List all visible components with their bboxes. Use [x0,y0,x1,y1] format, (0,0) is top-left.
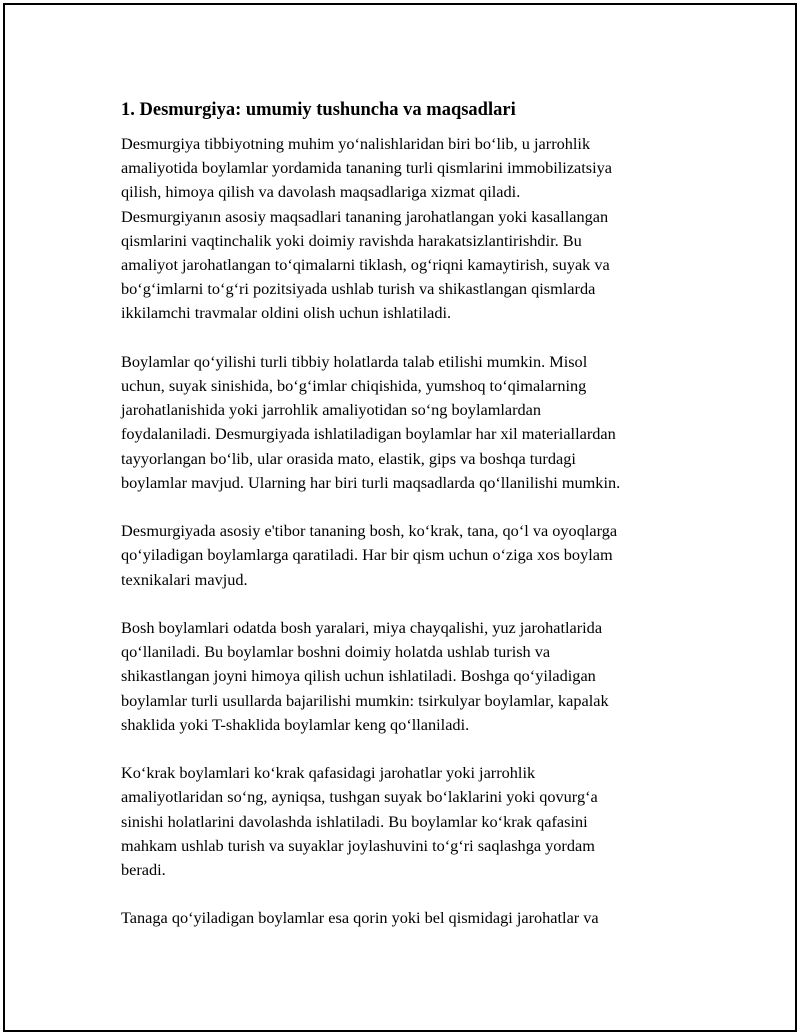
text-line: Bosh boylamlari odatda bosh yaralari, miya chayqalishi, yuz jarohatlarida [121,618,603,638]
text-line: Desmurgiya tibbiyotning muhim yo‘nalishlaridan biri bo‘lib, u jarrohlik [121,134,591,153]
text-line: qo‘llaniladi. Bu boylamlar boshni doimiy holatda ushlab turish va [121,642,551,662]
text-line: beradi. [121,860,166,880]
text-line: boylamlar turli usullarda bajarilishi mumkin: tsirkulyar boylamlar, kapalak [121,690,609,710]
paragraph-1 [121,132,691,326]
page-frame [3,3,797,1032]
text-line: tayyorlangan bo‘lib, ular orasida mato, elastik, gips va boshqa turdagi [121,448,576,468]
paragraph-4 [121,616,691,737]
text-line: Boylamlar qo‘yilishi turli tibbiy holatlarda talab etilishi mumkin. Misol [121,351,588,371]
text-line: bo‘g‘imlarni to‘g‘ri pozitsiyada ushlab turish va shikastlangan qismlarda [121,279,596,299]
text-line: sinishi holatlarini davolashda ishlatiladi. Bu boylamlar ko‘krak qafasini [121,811,588,831]
text-line: shikastlangan joyni himoya qilish uchun ishlatiladi. Boshga qo‘yiladigan [121,666,596,686]
paragraph-3 [121,519,691,592]
paragraph-2 [121,350,691,495]
text-line: ikkilamchi travmalar oldini olish uchun ishlatiladi. [121,303,452,323]
text-line: Desmurgiyada asosiy e'tibor tananing bosh, ko‘krak, tana, qo‘l va oyoqlarga [121,521,618,541]
text-line: boylamlar mavjud. Ularning har biri turli maqsadlarda qo‘llanilishi mumkin. [121,472,621,492]
paragraph-6 [121,906,691,930]
text-line: Desmurgiyanın asosiy maqsadlari tananing jarohatlangan yoki kasallangan [121,206,609,226]
document-body [121,97,691,955]
text-line: Tanaga qo‘yiladigan boylamlar esa qorin yoki bel qismidagi jarohatlar va [121,908,599,928]
section-heading: 1. Desmurgiya: umumiy tushuncha va maqsadlari [121,100,516,120]
text-line: amaliyotida boylamlar yordamida tananing turli qismlarini immobilizatsiya [121,158,613,178]
text-line: texnikalari mavjud. [121,569,248,589]
text-line: amaliyot jarohatlangan to‘qimalarni tiklash, og‘riqni kamaytirish, suyak va [121,255,610,275]
text-line: amaliyotlaridan so‘ng, ayniqsa, tushgan suyak bo‘laklarini yoki qovurg‘a [121,787,598,807]
text-line: qilish, himoya qilish va davolash maqsadlariga xizmat qiladi. [121,182,521,202]
text-line: uchun, suyak sinishida, bo‘g‘imlar chiqishida, yumshoq to‘qimalarning [121,376,587,396]
text-line: Ko‘krak boylamlari ko‘krak qafasidagi jarohatlar yoki jarrohlik [121,763,536,783]
text-line: qo‘yiladigan boylamlarga qaratiladi. Har bir qism uchun o‘ziga xos boylam [121,545,613,565]
text-line: shaklida yoki T-shaklida boylamlar keng qo‘llaniladi. [121,714,470,734]
text-line: mahkam ushlab turish va suyaklar joylashuvini to‘g‘ri saqlashga yordam [121,835,595,855]
paragraph-5 [121,761,691,882]
text-line: qismlarini vaqtinchalik yoki doimiy ravishda harakatsizlantirishdir. Bu [121,230,582,250]
text-line: foydalaniladi. Desmurgiyada ishlatiladigan boylamlar har xil materiallardan [121,424,616,444]
text-line: jarohatlanishida yoki jarrohlik amaliyotidan so‘ng boylamlardan [121,400,542,420]
